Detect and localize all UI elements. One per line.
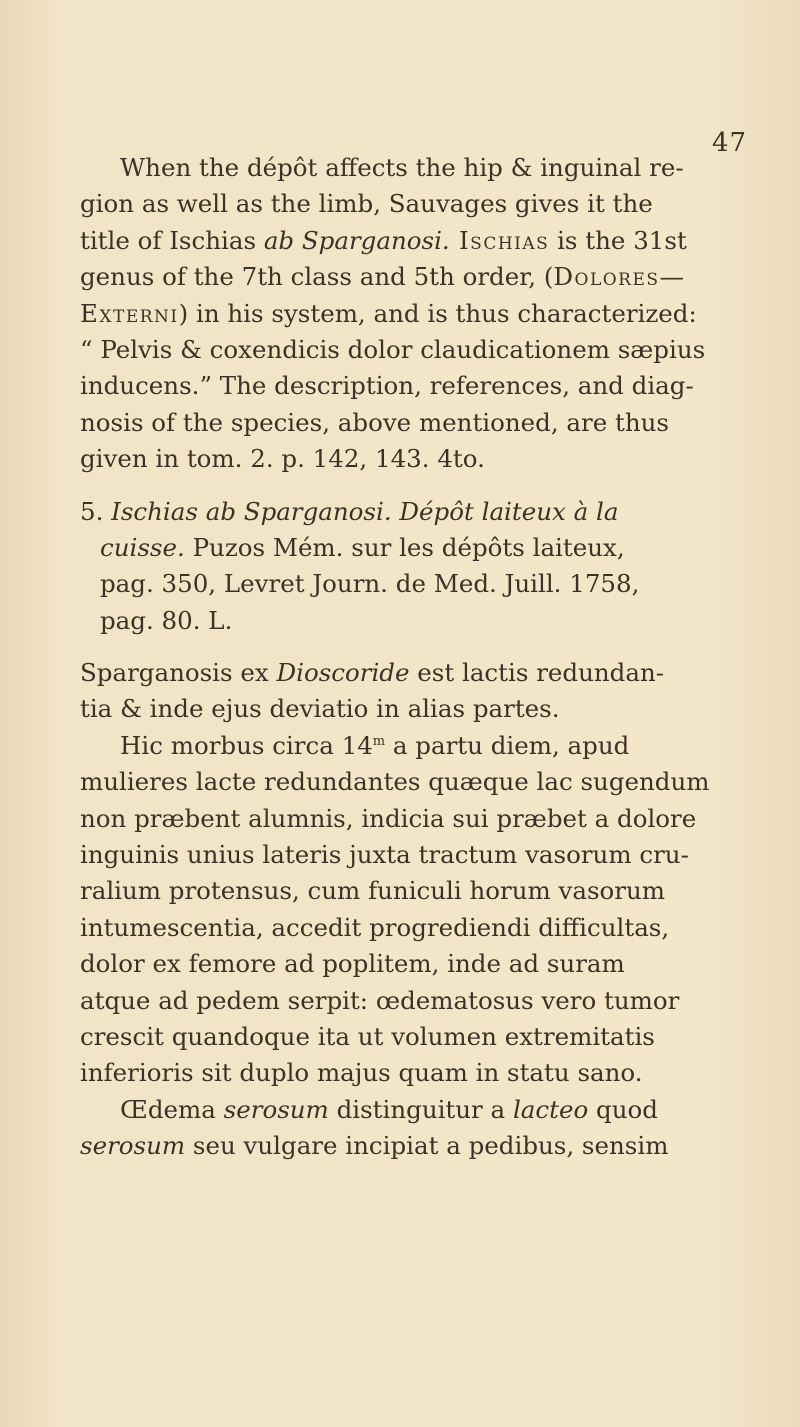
text-line: pag. 80. L. (100, 605, 233, 635)
text-line (80, 259, 730, 295)
text-run: seu vulgare incipiat a pedibus, sensim (185, 1131, 669, 1161)
text-line: When the dépôt affects the hip & inguinal re- (120, 153, 684, 182)
text-run: Puzos Mém. sur les dépôts laiteux, (184, 532, 625, 562)
text-line (80, 1092, 730, 1128)
text-line: given in tom. 2. p. 142, 143. 4to. (80, 444, 485, 474)
text-line (80, 655, 730, 691)
small-caps-term: Dolores (553, 262, 660, 292)
italic-term: serosum (223, 1094, 329, 1124)
small-caps-term: Externi (80, 298, 179, 328)
text-run: distinguitur a (328, 1094, 513, 1124)
text-line: nosis of the species, above mentioned, are thus (80, 407, 670, 437)
text-run: Hic morbus circa 14 (120, 730, 373, 760)
text-run: genus of the 7th class and 5th order, ( (80, 262, 554, 292)
paragraph-gap (80, 478, 730, 494)
text-line (80, 1128, 730, 1164)
text-run: a partu diem, apud (385, 730, 630, 760)
paragraph-gap (80, 639, 730, 655)
small-caps-term: Ischias (449, 225, 550, 255)
italic-term: serosum (80, 1131, 186, 1161)
text-run: quod (588, 1094, 658, 1124)
text-line (80, 296, 730, 332)
text-line: pag. 350, Levret Journ. de Med. Juill. 1758, (100, 569, 640, 599)
italic-term: Dioscoride (276, 658, 410, 688)
text-line: inducens.” The description, references, and diag- (80, 371, 694, 401)
text-run: — (659, 262, 685, 292)
text-line: gion as well as the limb, Sauvages gives it the (80, 189, 653, 219)
paragraph-oedema (80, 1092, 730, 1165)
text-run: est lactis redundan- (409, 658, 664, 688)
italic-term: cuisse. (100, 532, 185, 562)
text-line (80, 494, 730, 530)
text-line: mulieres lacte redundantes quæque lac sugendum (80, 767, 710, 797)
text-run: is the 31st (549, 225, 687, 255)
text-line: “ Pelvis & coxendicis dolor claudicationem sæpius (80, 334, 706, 364)
paragraph-morbus (80, 728, 730, 1092)
page-number: 47 (712, 128, 748, 158)
paragraph-ischias-description (80, 150, 730, 478)
text-run: title of Ischias (80, 225, 264, 255)
text-line: dolor ex femore ad poplitem, inde ad suram (80, 949, 625, 979)
text-run: Œdema (120, 1094, 224, 1124)
text-line: tia & inde ejus deviatio in alias partes. (80, 694, 560, 724)
text-line: non præbent alumnis, indicia sui præbet a dolore (80, 803, 697, 833)
superscript: m (372, 733, 386, 749)
body-text (80, 150, 730, 1165)
text-line: crescit quandoque ita ut volumen extremitatis (80, 1021, 655, 1051)
text-run: 5. (80, 496, 112, 526)
paragraph-sparganosis (80, 655, 730, 728)
paragraph-species-reference (80, 494, 730, 640)
text-line (80, 223, 730, 259)
italic-term: lacteo (512, 1094, 589, 1124)
text-line: atque ad pedem serpit: œdematosus vero tumor (80, 985, 680, 1015)
text-line: inferioris sit duplo majus quam in statu sano. (80, 1058, 643, 1088)
text-line (80, 530, 730, 566)
text-line: inguinis unius lateris juxta tractum vasorum cru- (80, 840, 689, 870)
text-line (80, 728, 730, 764)
text-run: Sparganosis ex (80, 658, 277, 688)
text-line: intumescentia, accedit progrediendi difficultas, (80, 912, 670, 942)
italic-term: ab Sparganosi. (263, 225, 450, 255)
text-run: ) in his system, and is thus characterized: (178, 298, 697, 328)
italic-term: Ischias ab Sparganosi. Dépôt laiteux à la (111, 496, 619, 526)
text-line: ralium protensus, cum funiculi horum vasorum (80, 876, 666, 906)
